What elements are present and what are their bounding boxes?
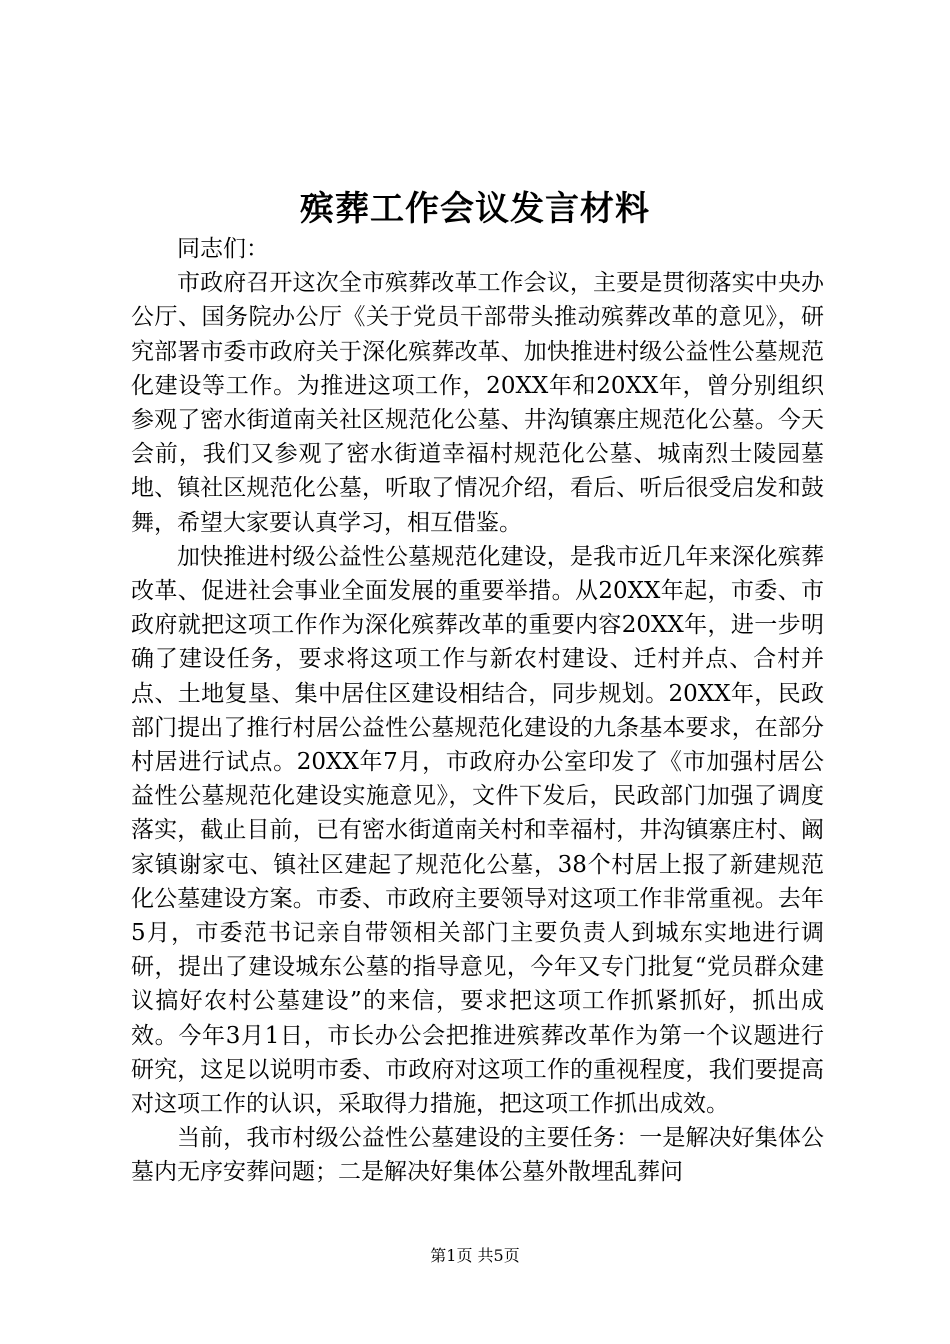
salutation: 同志们： bbox=[177, 236, 269, 262]
paragraph-2: 加快推进村级公益性公墓规范化建设，是我市近几年来深化殡葬改革、促进社会事业全面发展的重要举措。从20XX年起，市委、市政府就把这项工作作为深化殡葬改革的重要内容20XX年，进一步明确了建设任务，要求将这项工作与新农村建设、迁村并点、合村并点、土地复垦、集中居住区建设相结合，同步规划。20XX年，民政部门提出了推行村居公益性公墓规范化建设的九条基本要求，在部分村居进行试点。20XX年7月，市政府办公室印发了《市加强村居公益性公墓规范化建设实施意见》，文件下发后，民政部门加强了调度落实，截止目前，已有密水街道南关村和幸福村，井沟镇寨庄村、阚家镇谢家屯、镇社区建起了规范化公墓，38个村居上报了新建规范化公墓建设方案。市委、市政府主要领导对这项工作非常重视。去年5月，市委范书记亲自带领相关部门主要负责人到城东实地进行调研，提出了建设城东公墓的指导意见，今年又专门批复“党员群众建议搞好农村公墓建设”的来信，要求把这项工作抓紧抓好，抓出成效。今年3月1日，市长办公会把推进殡葬改革作为第一个议题进行研究，这足以说明市委、市政府对这项工作的重视程度，我们要提高对这项工作的认识，采取得力措施，把这项工作抓出成效。 bbox=[131, 543, 824, 1118]
page-number-footer: 第1页 共5页 bbox=[430, 1246, 520, 1265]
document-title: 殡葬工作会议发言材料 bbox=[300, 189, 650, 229]
document-body bbox=[131, 232, 824, 1190]
paragraph-3: 当前，我市村级公益性公墓建设的主要任务：一是解决好集体公墓内无序安葬问题；二是解决好集体公墓外散埋乱葬问 bbox=[131, 1125, 824, 1186]
paragraph-1: 市政府召开这次全市殡葬改革工作会议，主要是贯彻落实中央办公厅、国务院办公厅《关于党员干部带头推动殡葬改革的意见》，研究部署市委市政府关于深化殡葬改革、加快推进村级公益性公墓规范化建设等工作。为推进这项工作，20XX年和20XX年，曾分别组织参观了密水街道南关社区规范化公墓、井沟镇寨庄规范化公墓。今天会前，我们又参观了密水街道幸福村规范化公墓、城南烈士陵园墓地、镇社区规范化公墓，听取了情况介绍，看后、听后很受启发和鼓舞，希望大家要认真学习，相互借鉴。 bbox=[131, 270, 824, 536]
